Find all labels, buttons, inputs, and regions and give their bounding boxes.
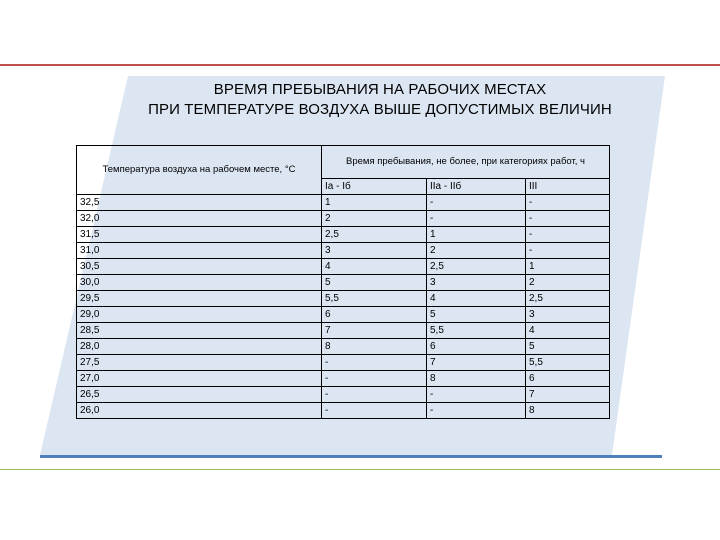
exposure-time-table: [76, 145, 610, 419]
title-line-1: ВРЕМЯ ПРЕБЫВАНИЯ НА РАБОЧИХ МЕСТАХ: [213, 81, 547, 98]
table-row: [77, 387, 610, 403]
table-row: [77, 339, 610, 355]
temperature-cell: 30,0: [77, 275, 322, 291]
bottom-accent-rule: [40, 455, 662, 458]
exposure-time-cell: -: [427, 403, 526, 419]
exposure-time-cell: -: [427, 195, 526, 211]
table-row: [77, 259, 610, 275]
exposure-time-cell: 7: [427, 355, 526, 371]
category-header-3: III: [526, 179, 610, 195]
temperature-cell: 27,0: [77, 371, 322, 387]
exposure-time-cell: 4: [322, 259, 427, 275]
table-row: [77, 323, 610, 339]
temperature-cell: 31,5: [77, 227, 322, 243]
category-header-2: IIa - IIб: [427, 179, 526, 195]
exposure-time-cell: 8: [427, 371, 526, 387]
exposure-time-cell: 5,5: [322, 291, 427, 307]
table-row: [77, 403, 610, 419]
bottom-thin-rule: [0, 469, 720, 470]
exposure-time-cell: 2,5: [322, 227, 427, 243]
table-row: [77, 355, 610, 371]
temperature-cell: 29,0: [77, 307, 322, 323]
top-accent-rule: [0, 64, 720, 66]
exposure-time-cell: -: [322, 371, 427, 387]
table-row: [77, 211, 610, 227]
exposure-time-cell: 5: [427, 307, 526, 323]
exposure-time-cell: 6: [427, 339, 526, 355]
exposure-time-cell: 1: [322, 195, 427, 211]
temperature-cell: 26,5: [77, 387, 322, 403]
table-row: [77, 275, 610, 291]
exposure-time-cell: 3: [322, 243, 427, 259]
exposure-time-cell: 5,5: [526, 355, 610, 371]
exposure-time-cell: 2: [322, 211, 427, 227]
exposure-time-cell: 2: [427, 243, 526, 259]
temperature-cell: 31,0: [77, 243, 322, 259]
exposure-time-cell: -: [526, 195, 610, 211]
exposure-time-cell: 4: [427, 291, 526, 307]
exposure-time-cell: -: [526, 243, 610, 259]
exposure-time-cell: 7: [322, 323, 427, 339]
temperature-header: Температура воздуха на рабочем месте, °С: [77, 146, 322, 195]
table-row: [77, 307, 610, 323]
temperature-cell: 32,0: [77, 211, 322, 227]
exposure-time-cell: -: [322, 403, 427, 419]
exposure-time-cell: -: [427, 211, 526, 227]
exposure-time-cell: 8: [322, 339, 427, 355]
table-row: [77, 243, 610, 259]
page-title: [0, 80, 720, 120]
exposure-time-cell: 2: [526, 275, 610, 291]
exposure-time-header: Время пребывания, не более, при категориях работ, ч: [322, 146, 610, 179]
exposure-time-cell: 7: [526, 387, 610, 403]
exposure-time-cell: 6: [322, 307, 427, 323]
temperature-cell: 28,5: [77, 323, 322, 339]
table-row: [77, 371, 610, 387]
exposure-time-cell: 2,5: [427, 259, 526, 275]
table-row: [77, 195, 610, 211]
table-header-row-1: [77, 146, 610, 179]
exposure-time-cell: -: [526, 227, 610, 243]
title-line-2: ПРИ ТЕМПЕРАТУРЕ ВОЗДУХА ВЫШЕ ДОПУСТИМЫХ ВЕЛИЧИН: [148, 101, 612, 118]
exposure-time-cell: 6: [526, 371, 610, 387]
temperature-cell: 29,5: [77, 291, 322, 307]
exposure-time-cell: 8: [526, 403, 610, 419]
exposure-time-cell: 3: [526, 307, 610, 323]
exposure-time-cell: -: [526, 211, 610, 227]
exposure-time-cell: 5,5: [427, 323, 526, 339]
exposure-time-cell: 5: [526, 339, 610, 355]
exposure-time-cell: 4: [526, 323, 610, 339]
temperature-cell: 30,5: [77, 259, 322, 275]
exposure-time-cell: 3: [427, 275, 526, 291]
exposure-time-cell: 1: [427, 227, 526, 243]
exposure-time-cell: -: [322, 355, 427, 371]
temperature-cell: 27,5: [77, 355, 322, 371]
exposure-time-cell: 2,5: [526, 291, 610, 307]
exposure-time-cell: 5: [322, 275, 427, 291]
table-row: [77, 227, 610, 243]
exposure-time-cell: 1: [526, 259, 610, 275]
exposure-time-cell: -: [322, 387, 427, 403]
temperature-cell: 28,0: [77, 339, 322, 355]
temperature-cell: 26,0: [77, 403, 322, 419]
category-header-1: Ia - Iб: [322, 179, 427, 195]
exposure-time-cell: -: [427, 387, 526, 403]
table-row: [77, 291, 610, 307]
temperature-cell: 32,5: [77, 195, 322, 211]
